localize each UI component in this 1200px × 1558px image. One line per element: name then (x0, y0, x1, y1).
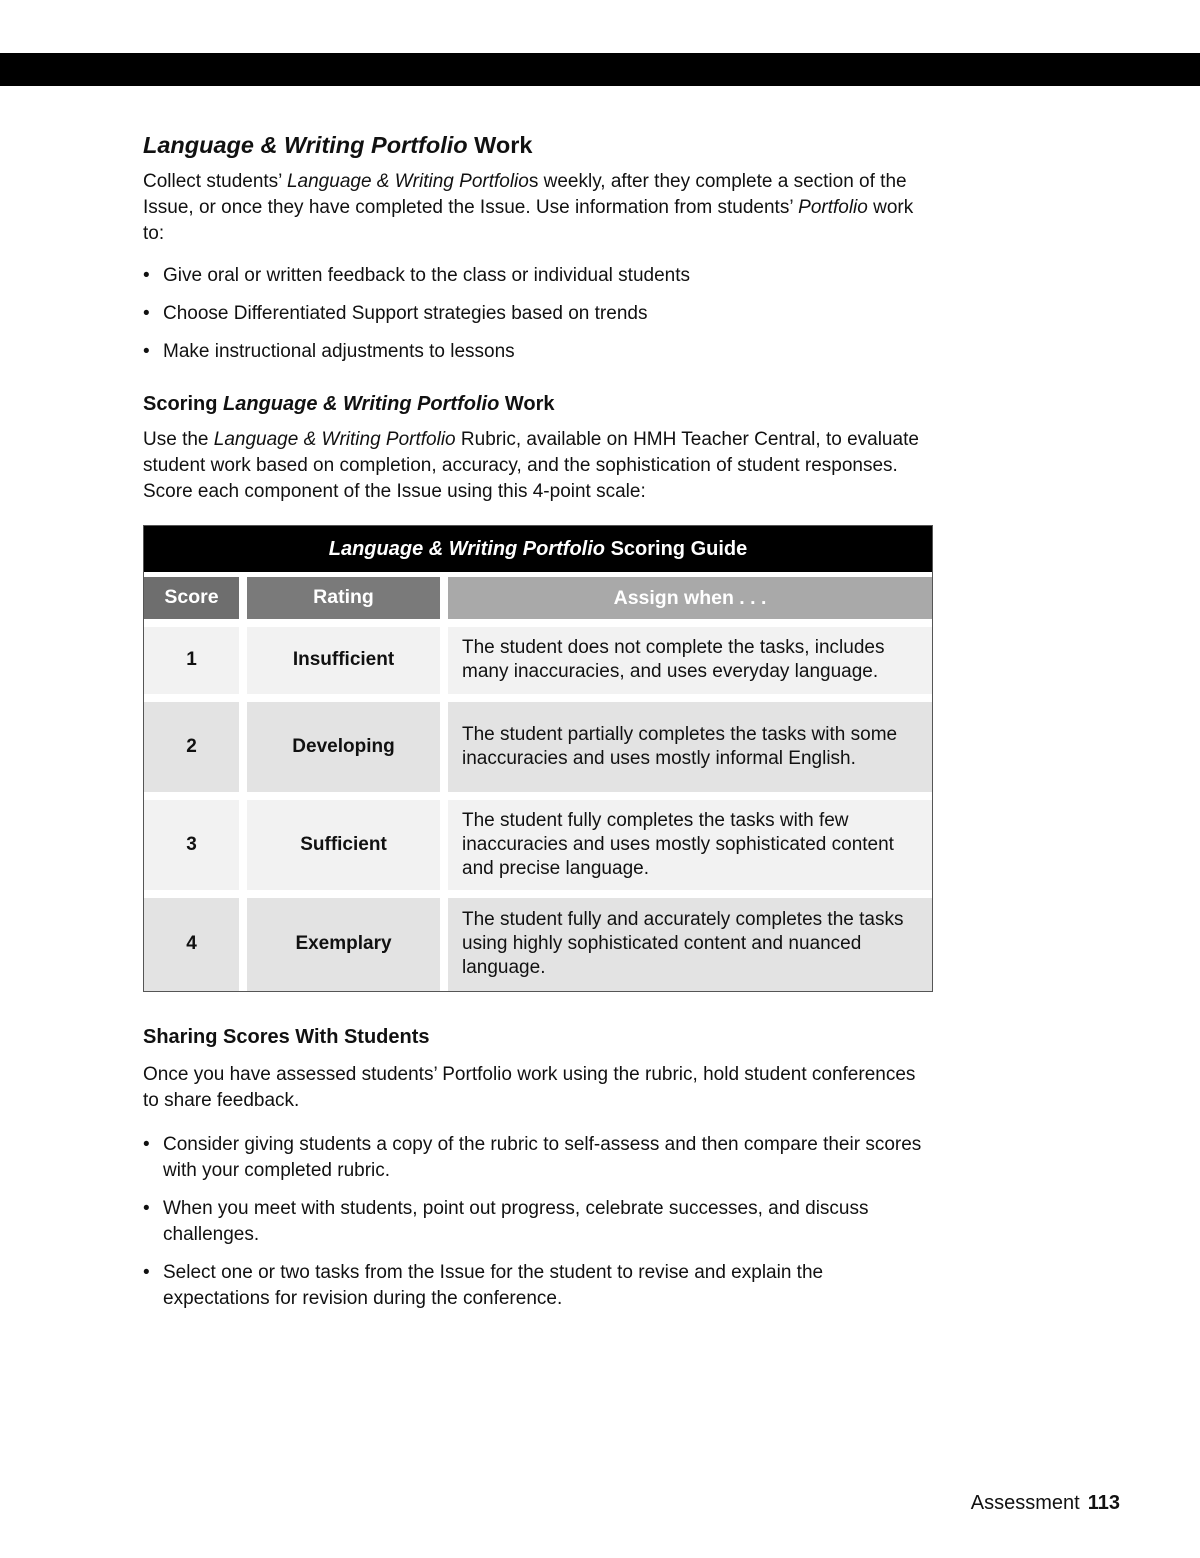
list-item: • Make instructional adjustments to lessons (143, 339, 933, 365)
portfolio-uses-list (143, 263, 933, 365)
score-cell: 1 (144, 627, 239, 694)
page-number: 113 (1087, 1492, 1120, 1514)
score-cell: 3 (144, 800, 239, 890)
list-item: • Choose Differentiated Support strategies based on trends (143, 301, 933, 327)
table-row (144, 702, 932, 792)
table-row (144, 898, 932, 991)
footer-section-label: Assessment (970, 1492, 1080, 1514)
header-assign-when: Assign when . . . (448, 577, 932, 619)
table-header-row (144, 577, 932, 619)
table-title: Language & Writing Portfolio Scoring Guide (144, 526, 932, 572)
assign-cell: The student fully and accurately completes the tasks using highly sophisticated content and nuanced language. (448, 898, 932, 991)
page-content (143, 130, 933, 1324)
score-cell: 2 (144, 702, 239, 792)
header-rating: Rating (247, 577, 440, 619)
page-footer (971, 1492, 1120, 1515)
sharing-paragraph: Once you have assessed students’ Portfolio work using the rubric, hold student conferences to share feedback. (143, 1063, 916, 1111)
section-title-scoring: Scoring Language & Writing Portfolio Work (143, 392, 555, 415)
section-title-sharing-scores: Sharing Scores With Students (143, 1025, 430, 1048)
assign-cell: The student does not complete the tasks, includes many inaccuracies, and uses everyday language. (448, 627, 932, 694)
list-item: • Consider giving students a copy of the rubric to self-assess and then compare their scores with your completed rubric. (143, 1132, 933, 1184)
table-row (144, 627, 932, 694)
sharing-tips-list (143, 1132, 933, 1312)
score-cell: 4 (144, 898, 239, 991)
list-item: • Give oral or written feedback to the class or individual students (143, 263, 933, 289)
rating-cell: Insufficient (247, 627, 440, 694)
intro-paragraph: Collect students’ Language & Writing Portfolios weekly, after they complete a section of the Issue, or once they have completed the Issue. Use information from students’ Portfolio work to: (143, 170, 914, 244)
rating-cell: Exemplary (247, 898, 440, 991)
header-bar (0, 53, 1200, 86)
header-score: Score (144, 577, 239, 619)
section-title-portfolio-work: Language & Writing Portfolio Work (143, 132, 533, 158)
list-item: • Select one or two tasks from the Issue for the student to revise and explain the expectations for revision during the conference. (143, 1260, 933, 1312)
list-item: • When you meet with students, point out progress, celebrate successes, and discuss challenges. (143, 1196, 933, 1248)
rating-cell: Sufficient (247, 800, 440, 890)
assign-cell: The student fully completes the tasks with few inaccuracies and uses mostly sophisticated content and precise language. (448, 800, 932, 890)
table-row (144, 800, 932, 890)
assign-cell: The student partially completes the tasks with some inaccuracies and uses mostly informal English. (448, 702, 932, 792)
scoring-guide-table (143, 525, 933, 992)
rating-cell: Developing (247, 702, 440, 792)
scoring-paragraph: Use the Language & Writing Portfolio Rubric, available on HMH Teacher Central, to evaluate student work based on completion, accuracy, and the sophistication of student responses. Score each component of the Issue using this 4-point scale: (143, 428, 919, 502)
